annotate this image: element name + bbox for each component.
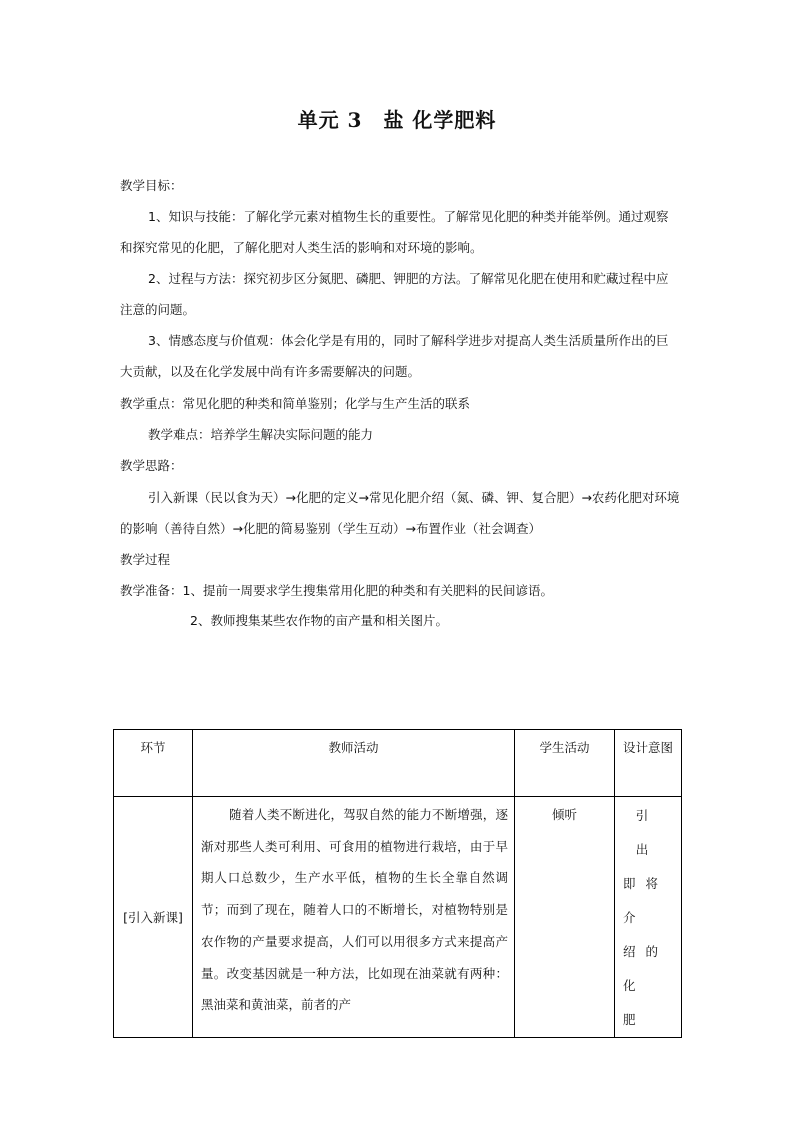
design-intent-line: 即将介 xyxy=(623,876,669,925)
design-intent-cell xyxy=(615,797,682,1038)
student-activity-cell: 倾听 xyxy=(515,797,615,1038)
objective-item-3: 3、情感态度与价值观：体会化学是有用的，同时了解科学进步对提高人类生活质量所作出的巨大贡献，以及在化学发展中尚有许多需要解决的问题。 xyxy=(120,333,669,379)
header-stage: 环节 xyxy=(114,730,193,797)
approach-heading: 教学思路： xyxy=(120,458,183,473)
document-title: 单元 3 盐 化学肥料 xyxy=(297,108,497,132)
difficulty: 教学难点：培养学生解决实际问题的能力 xyxy=(148,427,374,442)
objectives-heading: 教学目标： xyxy=(120,178,183,193)
preparation-line-2: 2、教师搜集某些农作物的亩产量和相关图片。 xyxy=(190,613,448,628)
lesson-table xyxy=(113,729,682,1038)
table-row xyxy=(114,797,682,1038)
key-points: 教学重点：常见化肥的种类和简单鉴别；化学与生产生活的联系 xyxy=(120,396,471,411)
teacher-activity-cell: 随着人类不断进化，驾驭自然的能力不断增强，逐渐对那些人类可利用、可食用的植物进行栽培，由于早期人口总数少，生产水平低，植物的生长全靠自然调节；而到了现在，随着人口的不断增长，对植物特别是农作物的产量要求提高，人们可以用很多方式来提高产量。改变基因就是一种方法，比如现在油菜就有两种：黑油菜和黄油菜，前者的产 xyxy=(193,797,515,1038)
objective-item-2: 2、过程与方法：探究初步区分氮肥、磷肥、钾肥的方法。了解常见化肥在使用和贮藏过程中应注意的问题。 xyxy=(120,271,669,317)
header-student-activity: 学生活动 xyxy=(515,730,615,797)
objective-item-1: 1、知识与技能：了解化学元素对植物生长的重要性。了解常见化肥的种类并能举例。通过观察和探究常见的化肥，了解化肥对人类生活的影响和对环境的影响。 xyxy=(120,209,669,255)
approach-text: 引入新课（民以食为天）→化肥的定义→常见化肥介绍（氮、磷、钾、复合肥）→农药化肥对环境的影响（善待自然）→化肥的简易鉴别（学生互动）→布置作业（社会调查） xyxy=(120,490,680,536)
process-heading: 教学过程 xyxy=(120,552,171,567)
stage-cell: [引入新课] xyxy=(114,797,193,1038)
design-intent-line: 绍的化 xyxy=(623,944,669,993)
preparation-line-1: 教学准备：1、提前一周要求学生搜集常用化肥的种类和有关肥料的民间谚语。 xyxy=(120,583,553,598)
table-header-row xyxy=(114,730,682,797)
header-design-intent: 设计意图 xyxy=(615,730,682,797)
design-intent-line: 引出 xyxy=(635,808,663,857)
design-intent-line: 肥 xyxy=(623,1012,646,1027)
header-teacher-activity: 教师活动 xyxy=(193,730,515,797)
